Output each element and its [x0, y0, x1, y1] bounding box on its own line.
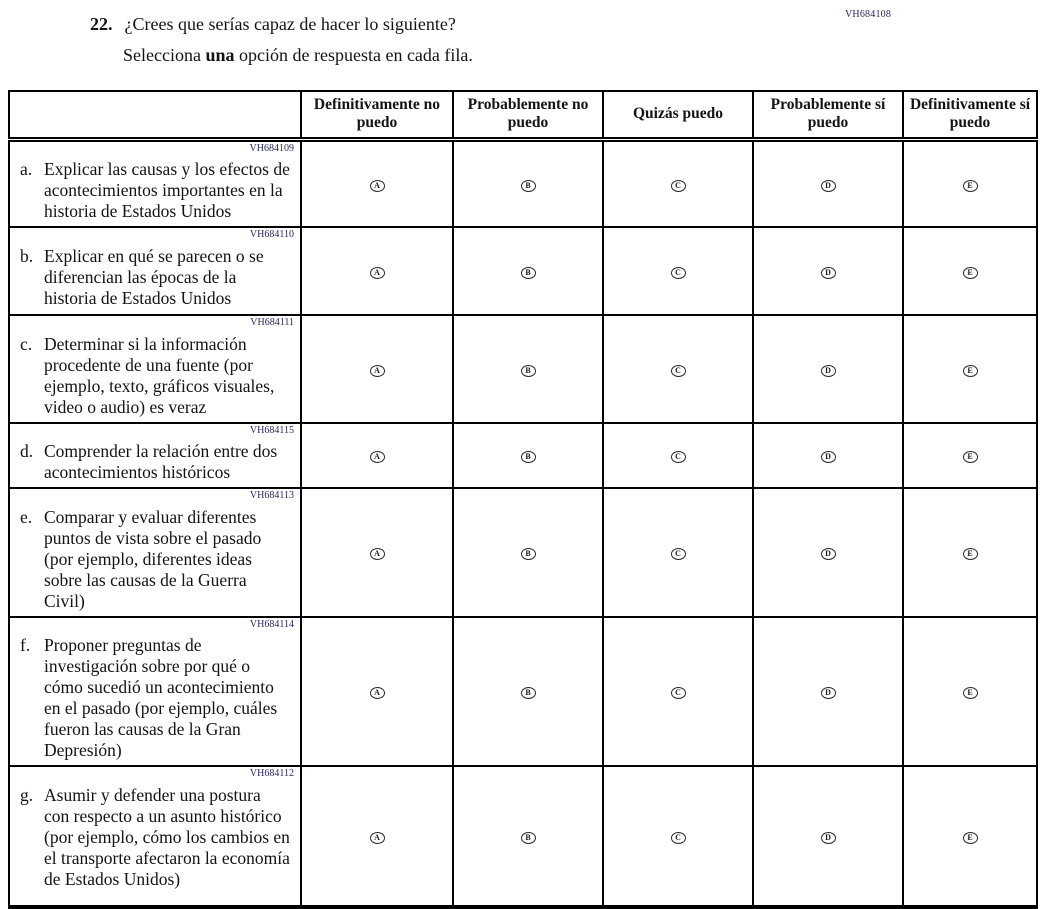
option-bubble-D[interactable]: D [821, 180, 836, 192]
table-row-c [9, 315, 1037, 423]
response-matrix-table [8, 90, 1038, 909]
option-bubble-A[interactable]: A [370, 267, 385, 279]
question-code: VH684108 [845, 9, 892, 20]
option-cell-e-D[interactable] [753, 488, 903, 617]
row-code: VH684110 [249, 229, 294, 240]
option-bubble-A[interactable]: A [370, 180, 385, 192]
row-text: Asumir y defender una postura con respecto a un asunto histórico (por ejemplo, cómo los cambios en el transporte afectaron la economía de Estados Unidos) [44, 784, 290, 889]
option-bubble-C[interactable]: C [671, 451, 686, 463]
option-bubble-C[interactable]: C [671, 832, 686, 844]
option-cell-e-B[interactable] [453, 488, 603, 617]
column-header-quizas-puedo: Quizás puedo [603, 91, 753, 139]
option-bubble-D[interactable]: D [821, 548, 836, 560]
option-cell-e-A[interactable] [301, 488, 453, 617]
question-block [90, 13, 850, 66]
row-code: VH684111 [250, 317, 294, 328]
option-bubble-E[interactable]: E [963, 548, 978, 560]
row-code: VH684113 [249, 490, 294, 501]
option-bubble-B[interactable]: B [521, 548, 536, 560]
header-empty-cell [9, 91, 301, 139]
option-bubble-C[interactable]: C [671, 267, 686, 279]
row-code: VH684109 [249, 142, 294, 154]
row-label-cell [9, 766, 301, 907]
option-cell-c-D[interactable] [753, 315, 903, 423]
column-header-definitivamente-no-puedo: Definitivamente no puedo [301, 91, 453, 139]
option-cell-a-C[interactable] [603, 139, 753, 227]
question-instruction [123, 44, 850, 67]
row-text: Comparar y evaluar diferentes puntos de vista sobre el pasado (por ejemplo, diferentes ideas sobre las causas de la Guerra Civil) [44, 506, 262, 611]
option-cell-b-C[interactable] [603, 227, 753, 315]
option-cell-e-C[interactable] [603, 488, 753, 617]
table-row-f [9, 617, 1037, 767]
option-bubble-D[interactable]: D [821, 832, 836, 844]
option-cell-d-A[interactable] [301, 423, 453, 489]
option-cell-b-E[interactable] [903, 227, 1037, 315]
option-bubble-A[interactable]: A [370, 548, 385, 560]
option-cell-d-B[interactable] [453, 423, 603, 489]
option-bubble-E[interactable]: E [963, 180, 978, 192]
row-label-cell [9, 617, 301, 767]
row-text: Proponer preguntas de investigación sobre por qué o cómo sucedió un acontecimiento en el pasado (por ejemplo, cuáles fueron las causas de la Gran Depresión) [44, 635, 278, 760]
option-cell-c-B[interactable] [453, 315, 603, 423]
option-bubble-A[interactable]: A [370, 687, 385, 699]
option-bubble-E[interactable]: E [963, 451, 978, 463]
option-bubble-C[interactable]: C [671, 365, 686, 377]
row-letter: d. [20, 441, 34, 461]
option-cell-b-B[interactable] [453, 227, 603, 315]
row-code: VH684112 [249, 768, 294, 779]
option-cell-a-B[interactable] [453, 139, 603, 227]
table-row-a [9, 139, 1037, 227]
row-letter: e. [20, 506, 33, 527]
table-row-d [9, 423, 1037, 489]
option-cell-a-E[interactable] [903, 139, 1037, 227]
option-cell-f-A[interactable] [301, 617, 453, 767]
option-bubble-B[interactable]: B [521, 687, 536, 699]
option-bubble-C[interactable]: C [671, 180, 686, 192]
option-bubble-B[interactable]: B [521, 180, 536, 192]
option-cell-d-E[interactable] [903, 423, 1037, 489]
row-label-cell [9, 315, 301, 423]
option-bubble-D[interactable]: D [821, 451, 836, 463]
option-cell-f-C[interactable] [603, 617, 753, 767]
instruction-prefix: Selecciona [123, 44, 206, 65]
option-bubble-A[interactable]: A [370, 832, 385, 844]
instruction-suffix: opción de respuesta en cada fila. [234, 44, 473, 65]
option-cell-f-D[interactable] [753, 617, 903, 767]
option-bubble-A[interactable]: A [370, 451, 385, 463]
option-bubble-C[interactable]: C [671, 548, 686, 560]
column-header-probablemente-si-puedo: Probablemente sí puedo [753, 91, 903, 139]
option-cell-d-C[interactable] [603, 423, 753, 489]
option-cell-a-D[interactable] [753, 139, 903, 227]
option-cell-f-B[interactable] [453, 617, 603, 767]
row-label-cell [9, 227, 301, 315]
option-cell-a-A[interactable] [301, 139, 453, 227]
row-text: Explicar las causas y los efectos de acontecimientos importantes en la historia de Estados Unidos [44, 159, 290, 221]
table-row-g [9, 766, 1037, 907]
option-bubble-E[interactable]: E [963, 832, 978, 844]
option-cell-c-E[interactable] [903, 315, 1037, 423]
row-text: Explicar en qué se parecen o se diferencian las épocas de la historia de Estados Unidos [44, 245, 264, 308]
option-bubble-B[interactable]: B [521, 832, 536, 844]
row-label-cell [9, 423, 301, 489]
option-bubble-B[interactable]: B [521, 451, 536, 463]
option-bubble-E[interactable]: E [963, 365, 978, 377]
row-code: VH684114 [249, 618, 294, 630]
option-cell-b-D[interactable] [753, 227, 903, 315]
row-label-cell [9, 488, 301, 617]
row-label-cell [9, 139, 301, 227]
row-letter: c. [20, 333, 33, 354]
column-header-probablemente-no-puedo: Probablemente no puedo [453, 91, 603, 139]
option-cell-e-E[interactable] [903, 488, 1037, 617]
option-bubble-E[interactable]: E [963, 267, 978, 279]
option-cell-g-B[interactable] [453, 766, 603, 907]
option-cell-d-D[interactable] [753, 423, 903, 489]
instruction-bold: una [205, 44, 235, 65]
option-bubble-C[interactable]: C [671, 687, 686, 699]
option-bubble-B[interactable]: B [521, 267, 536, 279]
option-cell-g-E[interactable] [903, 766, 1037, 907]
row-code: VH684115 [249, 424, 294, 436]
option-cell-f-E[interactable] [903, 617, 1037, 767]
option-cell-g-C[interactable] [603, 766, 753, 907]
question-number: 22. [90, 14, 113, 34]
option-cell-g-D[interactable] [753, 766, 903, 907]
header-row [9, 91, 1037, 139]
option-bubble-E[interactable]: E [963, 687, 978, 699]
option-bubble-D[interactable]: D [821, 687, 836, 699]
question-text: ¿Crees que serías capaz de hacer lo siguiente? [124, 14, 456, 34]
row-text: Determinar si la información procedente de una fuente (por ejemplo, texto, gráficos visuales, video o audio) es veraz [44, 333, 275, 417]
row-letter: b. [20, 245, 34, 266]
option-bubble-D[interactable]: D [821, 267, 836, 279]
option-bubble-B[interactable]: B [521, 365, 536, 377]
row-letter: g. [20, 784, 34, 805]
column-header-definitivamente-si-puedo: Definitivamente sí puedo [903, 91, 1037, 139]
row-letter: f. [20, 635, 31, 655]
table-row-b [9, 227, 1037, 315]
option-cell-c-A[interactable] [301, 315, 453, 423]
row-text: Comprender la relación entre dos acontecimientos históricos [44, 441, 278, 482]
row-letter: a. [20, 159, 33, 179]
option-bubble-A[interactable]: A [370, 365, 385, 377]
option-cell-b-A[interactable] [301, 227, 453, 315]
option-cell-g-A[interactable] [301, 766, 453, 907]
option-cell-c-C[interactable] [603, 315, 753, 423]
table-row-e [9, 488, 1037, 617]
option-bubble-D[interactable]: D [821, 365, 836, 377]
